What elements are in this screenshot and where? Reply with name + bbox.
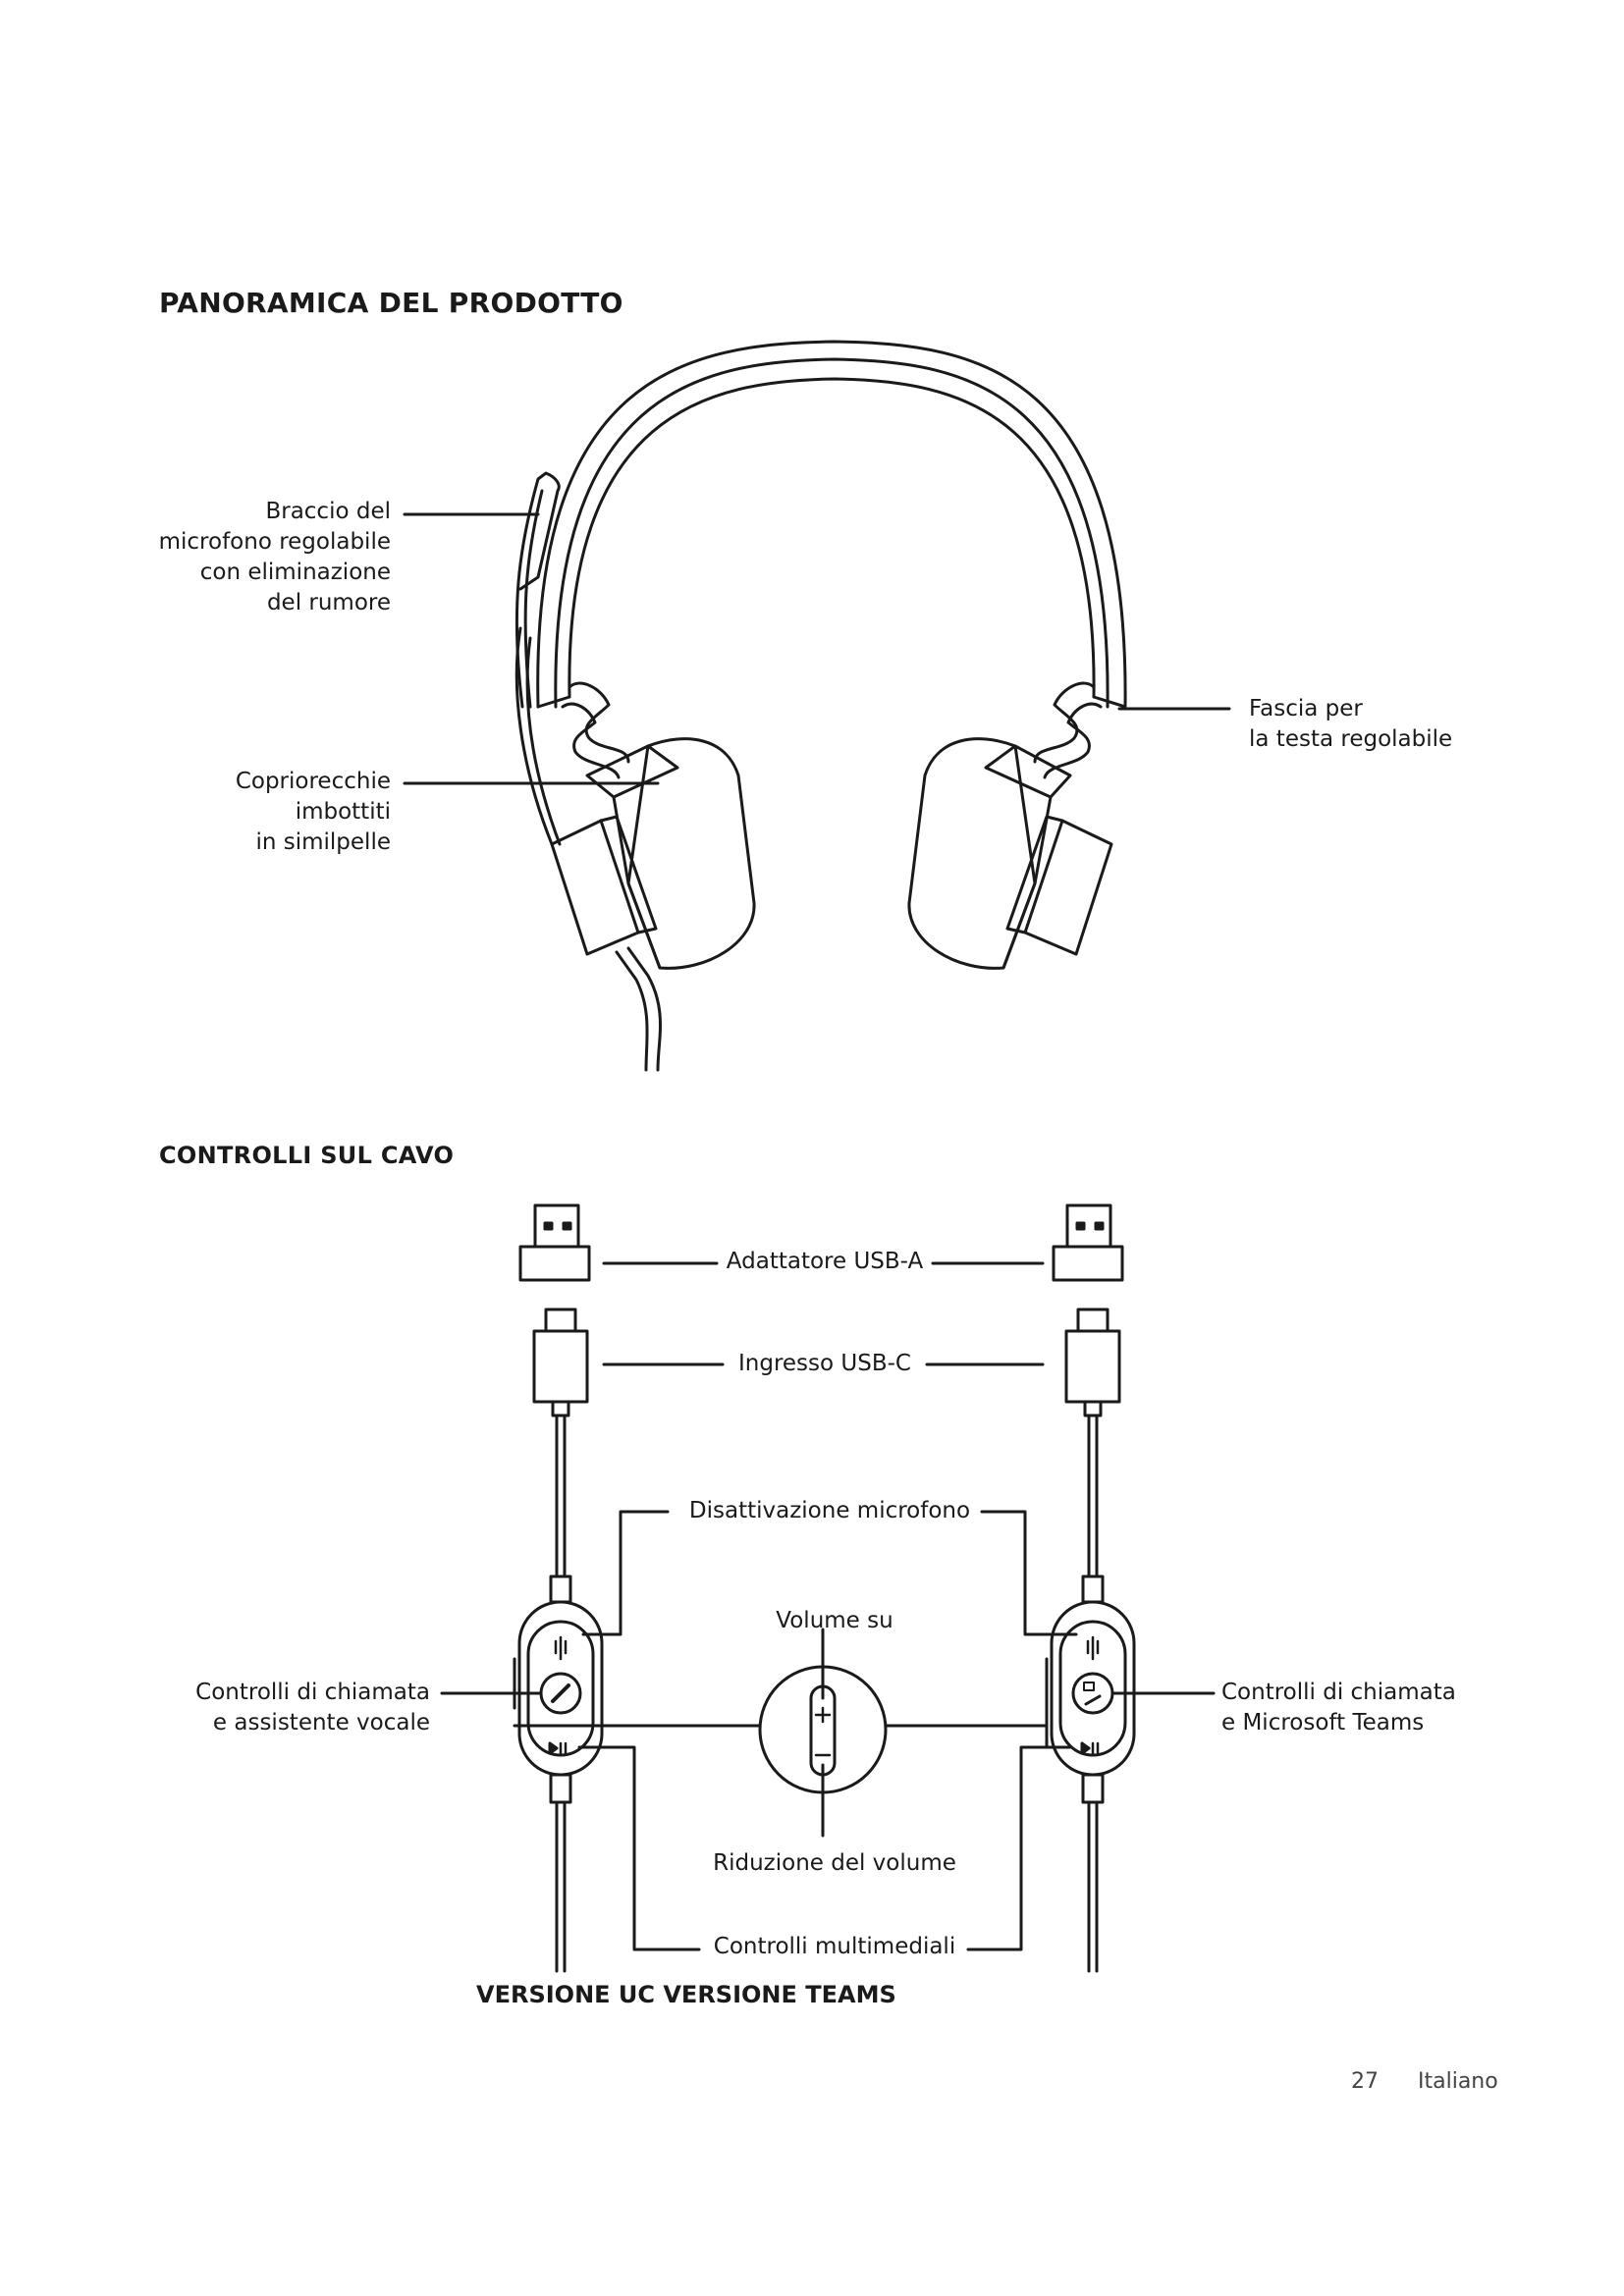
- footer-language: Italiano: [1418, 2069, 1498, 2094]
- label-headband: Fascia per la testa regolabile: [1249, 696, 1453, 752]
- label-usb-c: Ingresso USB-C: [738, 1351, 911, 1376]
- cable-controls-illustration: [442, 1205, 1214, 1971]
- label-media-controls: Controlli multimediali: [713, 1934, 956, 1959]
- label-mic-mute: Disattivazione microfono: [688, 1498, 971, 1523]
- version-labels: VERSIONE UC VERSIONE TEAMS: [476, 1981, 896, 2008]
- label-call-controls-uc: Controlli di chiamata e assistente vocale: [195, 1680, 430, 1735]
- label-volume-down: Riduzione del volume: [713, 1850, 956, 1876]
- label-mic-boom: Braccio del microfono regolabile con eliminazione del rumore: [158, 499, 391, 615]
- label-ear-cushions: Copriorecchie imbottiti in similpelle: [235, 769, 391, 855]
- headset-illustration: [405, 342, 1229, 1070]
- section-title-cable-controls: CONTROLLI SUL CAVO: [159, 1142, 455, 1169]
- label-usb-a: Adattatore USB-A: [726, 1249, 924, 1274]
- label-volume-up: Volume su: [776, 1608, 893, 1633]
- label-call-controls-teams: Controlli di chiamata e Microsoft Teams: [1221, 1680, 1456, 1735]
- page-number: 27: [1351, 2069, 1379, 2094]
- section-title-overview: PANORAMICA DEL PRODOTTO: [159, 287, 623, 319]
